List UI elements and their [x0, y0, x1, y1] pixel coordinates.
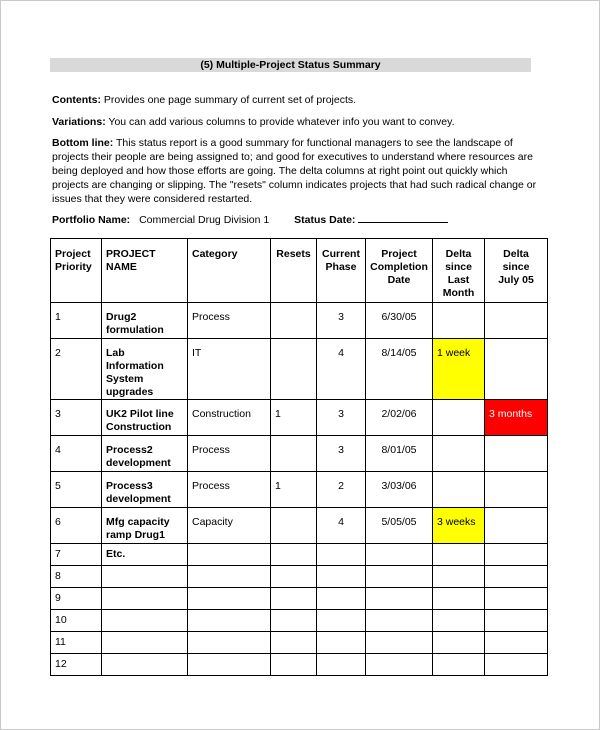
table-row [51, 654, 548, 676]
cell-category [188, 544, 271, 566]
cell-resets: 1 [271, 472, 317, 508]
cell-delta-since-july [485, 303, 548, 339]
cell-delta-last-month [433, 303, 485, 339]
table-row [51, 588, 548, 610]
cell-resets [271, 654, 317, 676]
cell-category: Process [188, 303, 271, 339]
project-name-line: UK2 Pilot line [106, 408, 174, 420]
portfolio-name-value: Commercial Drug Division 1 [139, 214, 270, 226]
cell-project-name [102, 654, 188, 676]
project-status-table [50, 238, 548, 676]
cell-priority: 4 [51, 436, 102, 472]
table-row [51, 339, 548, 400]
cell-current-phase [317, 610, 366, 632]
project-name-line: development [106, 457, 171, 469]
cell-delta-last-month: 1 week [433, 339, 485, 400]
table-row [51, 508, 548, 544]
cell-resets [271, 632, 317, 654]
cell-current-phase [317, 588, 366, 610]
cell-delta-last-month [433, 632, 485, 654]
variations-label: Variations: [52, 116, 106, 128]
cell-completion-date [366, 632, 433, 654]
cell-project-name [102, 400, 188, 436]
cell-delta-last-month [433, 588, 485, 610]
cell-current-phase: 3 [317, 436, 366, 472]
cell-resets [271, 339, 317, 400]
cell-category [188, 566, 271, 588]
cell-delta-since-july [485, 339, 548, 400]
contents-text: Provides one page summary of current set of projects. [101, 94, 357, 106]
cell-delta-last-month: 3 weeks [433, 508, 485, 544]
cell-project-name [102, 303, 188, 339]
cell-delta-since-july [485, 654, 548, 676]
table-row [51, 400, 548, 436]
cell-current-phase: 3 [317, 303, 366, 339]
header-category: Category [188, 239, 271, 303]
project-name-line: development [106, 493, 171, 505]
cell-project-name [102, 588, 188, 610]
portfolio-name-label: Portfolio Name: [52, 214, 131, 226]
cell-completion-date: 2/02/06 [366, 400, 433, 436]
cell-project-name [102, 508, 188, 544]
cell-category: Construction [188, 400, 271, 436]
cell-category [188, 632, 271, 654]
cell-delta-since-july [485, 588, 548, 610]
cell-priority: 9 [51, 588, 102, 610]
cell-completion-date [366, 610, 433, 632]
project-name-line: System upgrades [106, 373, 154, 398]
cell-completion-date [366, 588, 433, 610]
project-name-line: Drug2 [106, 311, 137, 323]
cell-project-name [102, 632, 188, 654]
cell-current-phase: 3 [317, 400, 366, 436]
bottom-line-label: Bottom line: [52, 137, 114, 149]
cell-project-name [102, 544, 188, 566]
cell-priority: 12 [51, 654, 102, 676]
cell-current-phase: 4 [317, 508, 366, 544]
cell-completion-date: 5/05/05 [366, 508, 433, 544]
table-row [51, 303, 548, 339]
project-name-line: Construction [106, 421, 172, 433]
cell-current-phase [317, 654, 366, 676]
cell-current-phase [317, 544, 366, 566]
project-name-line: formulation [106, 324, 164, 336]
cell-priority: 7 [51, 544, 102, 566]
header-current-phase: Current Phase [317, 239, 366, 303]
contents-label: Contents: [52, 94, 101, 106]
cell-priority: 2 [51, 339, 102, 400]
cell-delta-since-july [485, 610, 548, 632]
cell-category [188, 654, 271, 676]
cell-current-phase: 2 [317, 472, 366, 508]
cell-priority: 11 [51, 632, 102, 654]
cell-delta-last-month [433, 436, 485, 472]
cell-delta-last-month [433, 566, 485, 588]
cell-project-name [102, 566, 188, 588]
table-row [51, 632, 548, 654]
variations-paragraph [52, 115, 537, 129]
bottom-line-paragraph [52, 136, 537, 206]
cell-project-name [102, 610, 188, 632]
portfolio-line [52, 212, 532, 227]
project-name-line: Etc. [106, 548, 126, 560]
header-resets: Resets [271, 239, 317, 303]
cell-priority: 1 [51, 303, 102, 339]
cell-completion-date [366, 544, 433, 566]
cell-delta-last-month [433, 610, 485, 632]
bottom-line-text: This status report is a good summary for functional managers to see the landscape of projects their people are being assigned to; and good for executives to understand where resources are being deployed and how those efforts are going. The delta columns at right point out quickly which projects are changing or slipping. The "resets" column indicates projects that had such radical change or issues that they were considered restarted. [52, 137, 537, 205]
header-priority: Project Priority [51, 239, 102, 303]
cell-delta-since-july: 3 months [485, 400, 548, 436]
cell-priority: 8 [51, 566, 102, 588]
cell-delta-since-july [485, 544, 548, 566]
cell-category: IT [188, 339, 271, 400]
cell-project-name [102, 339, 188, 400]
table-row [51, 610, 548, 632]
cell-priority: 5 [51, 472, 102, 508]
cell-project-name [102, 436, 188, 472]
table-row [51, 436, 548, 472]
cell-delta-last-month [433, 472, 485, 508]
cell-completion-date: 6/30/05 [366, 303, 433, 339]
cell-priority: 3 [51, 400, 102, 436]
cell-resets [271, 508, 317, 544]
table-row [51, 566, 548, 588]
table-row [51, 472, 548, 508]
cell-resets [271, 566, 317, 588]
cell-current-phase [317, 632, 366, 654]
header-completion-date: Project Completion Date [366, 239, 433, 303]
cell-delta-last-month [433, 654, 485, 676]
cell-completion-date [366, 654, 433, 676]
cell-completion-date: 3/03/06 [366, 472, 433, 508]
status-date-label: Status Date: [294, 214, 356, 226]
contents-paragraph [52, 93, 537, 107]
cell-delta-since-july [485, 436, 548, 472]
table-header-row [51, 239, 548, 303]
cell-priority: 10 [51, 610, 102, 632]
cell-current-phase [317, 566, 366, 588]
cell-priority: 6 [51, 508, 102, 544]
page-title: (5) Multiple-Project Status Summary [50, 58, 531, 72]
cell-category: Process [188, 472, 271, 508]
table-row [51, 544, 548, 566]
cell-category [188, 588, 271, 610]
header-delta-since-july: Delta since July 05 [485, 239, 548, 303]
cell-resets: 1 [271, 400, 317, 436]
header-delta-last-month: Delta since Last Month [433, 239, 485, 303]
cell-category: Process [188, 436, 271, 472]
cell-delta-since-july [485, 566, 548, 588]
cell-resets [271, 588, 317, 610]
cell-delta-since-july [485, 508, 548, 544]
cell-delta-since-july [485, 472, 548, 508]
status-date-blank [358, 212, 448, 223]
cell-completion-date: 8/14/05 [366, 339, 433, 400]
header-project-name: PROJECT NAME [102, 239, 188, 303]
project-name-line: Lab Information [106, 347, 164, 372]
cell-resets [271, 610, 317, 632]
project-name-line: Process3 [106, 480, 153, 492]
cell-delta-since-july [485, 632, 548, 654]
cell-current-phase: 4 [317, 339, 366, 400]
cell-category: Capacity [188, 508, 271, 544]
project-name-line: ramp Drug1 [106, 529, 165, 541]
cell-resets [271, 544, 317, 566]
cell-completion-date: 8/01/05 [366, 436, 433, 472]
project-name-line: Mfg capacity [106, 516, 170, 528]
cell-delta-last-month [433, 400, 485, 436]
variations-text: You can add various columns to provide whatever info you want to convey. [105, 116, 455, 128]
cell-resets [271, 436, 317, 472]
cell-delta-last-month [433, 544, 485, 566]
cell-project-name [102, 472, 188, 508]
cell-category [188, 610, 271, 632]
cell-resets [271, 303, 317, 339]
project-name-line: Process2 [106, 444, 153, 456]
cell-completion-date [366, 566, 433, 588]
